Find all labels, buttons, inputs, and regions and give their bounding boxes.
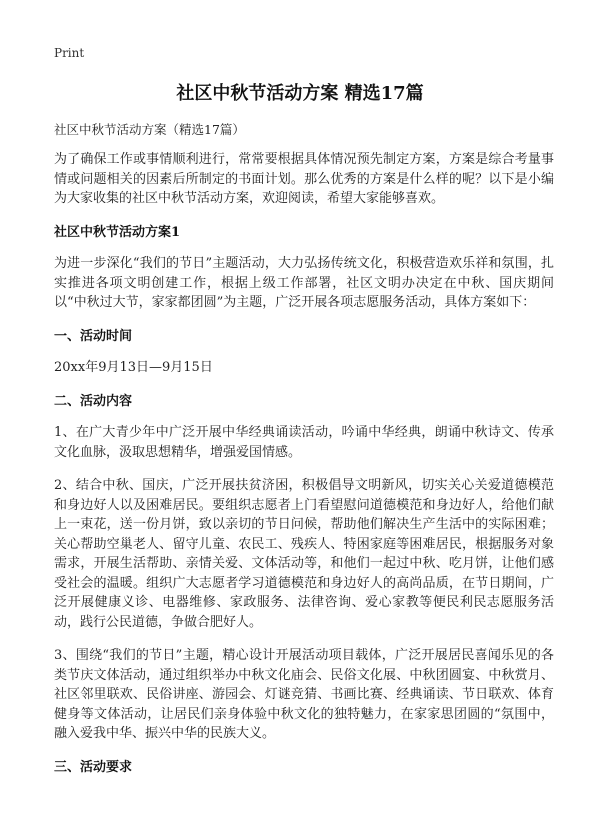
- content-heading: 二、活动内容: [54, 393, 133, 409]
- content-item-3: 3、围绕“我们的节日”主题，精心设计开展活动项目载体，广泛开展居民喜闻乐见的各类节庆文体活动，通过组织举办中秋文化庙会、民俗文化展、中秋团圆宴、中秋赏月、社区邻里联欢、民俗讲座、游园会、灯谜竞猜、书画比赛、经典诵读、节日联欢、体育健身等文体活动，让居民们亲身体验中秋文化的独特魅力，在家家思团圆的“氛围中，融入爱我中华、振兴中华的民族大义。: [54, 648, 554, 741]
- section-intro-paragraph: 为进一步深化“我们的节日”主题活动，大力弘扬传统文化，积极营造欢乐祥和氛围，扎实推进各项文明创建工作，根据上级工作部署，社区文明办决定在中秋、国庆期间以“中秋过大节，家家都团圆”为主题，广泛开展各项志愿服务活动，具体方案如下：: [54, 256, 554, 310]
- section-heading: 社区中秋节活动方案1: [54, 224, 181, 240]
- document-title: 社区中秋节活动方案 精选17篇: [176, 83, 424, 104]
- document-body: [54, 150, 554, 789]
- requirements-heading: 三、活动要求: [54, 759, 133, 775]
- print-link[interactable]: Print: [54, 46, 85, 60]
- intro-paragraph: 为了确保工作或事情顺利进行，常常要根据具体情况预先制定方案，方案是综合考量事情或问题相关的因素后所制定的书面计划。那么优秀的方案是什么样的呢？以下是小编为大家收集的社区中秋节活动方案，欢迎阅读，希望大家能够喜欢。: [54, 152, 554, 206]
- content-item-1: 1、在广大青少年中广泛开展中华经典诵读活动，吟诵中华经典，朗诵中秋诗文、传承文化血脉，汲取思想精华，增强爱国情感。: [54, 425, 554, 460]
- time-heading: 一、活动时间: [54, 328, 133, 344]
- document-subtitle: 社区中秋节活动方案（精选17篇）: [54, 122, 245, 137]
- time-value: 20xx年9月13日—9月15日: [54, 360, 213, 375]
- content-item-2: 2、结合中秋、国庆，广泛开展扶贫济困，积极倡导文明新风，切实关心关爱道德模范和身边好人以及困难居民。要组织志愿者上门看望慰问道德模范和身边好人，给他们献上一束花，送一份月饼，致以亲切的节日问候，帮助他们解决生产生活中的实际困难；关心帮助空巢老人、留守儿童、农民工、残疾人、特困家庭等困难居民，根据服务对象需求，开展生活帮助、亲情关爱、文体活动等，和他们一起过中秋、吃月饼，让他们感受社会的温暖。组织广大志愿者学习道德模范和身边好人的高尚品质，在节日期间，广泛开展健康义诊、电器维修、家政服务、法律咨询、爱心家教等便民利民志愿服务活动，践行公民道德，争做合肥好人。: [54, 478, 554, 630]
